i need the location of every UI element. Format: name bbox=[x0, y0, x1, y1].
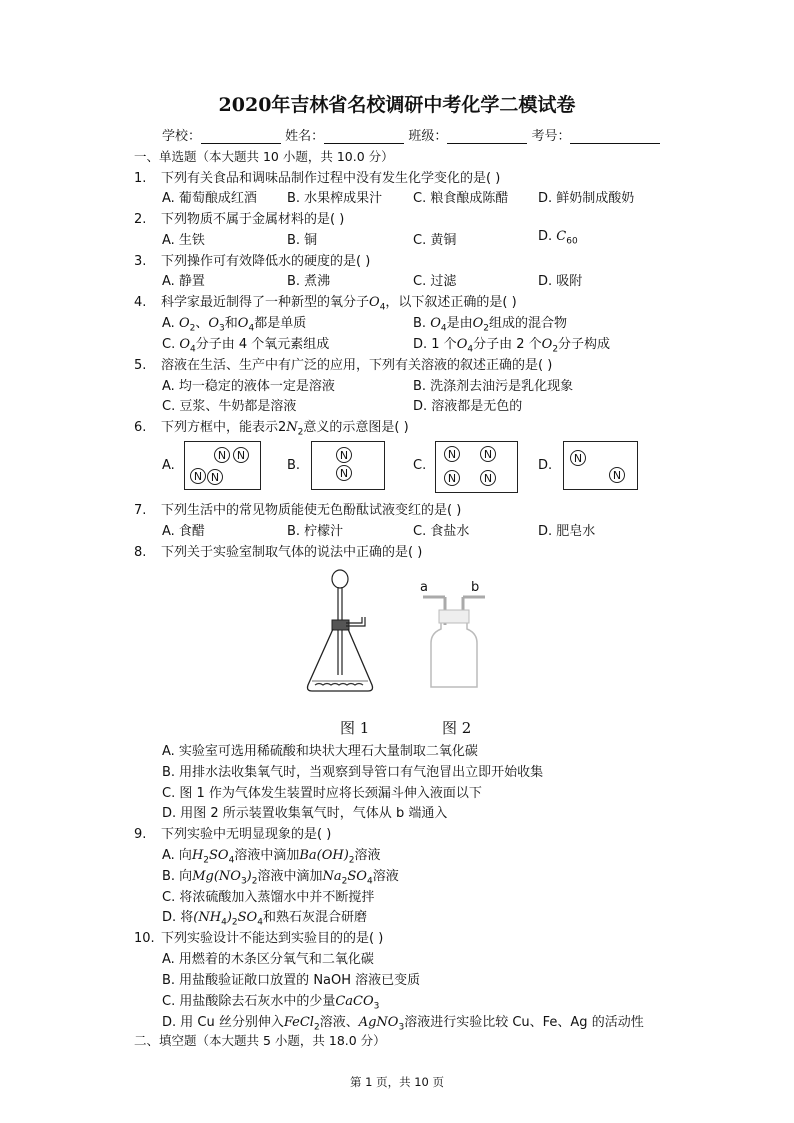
nitrogen-atom: N bbox=[480, 446, 496, 462]
q1-option-d[interactable]: D. 鲜奶制成酸奶 bbox=[538, 191, 635, 206]
nitrogen-atom: N bbox=[207, 469, 223, 485]
question-1: 1. 下列有关食品和调味品制作过程中没有发生化学变化的是( ) bbox=[134, 171, 501, 186]
name-blank[interactable] bbox=[324, 130, 404, 144]
q2-option-d[interactable]: D. $C_{60}$ bbox=[538, 229, 578, 247]
question-10: 10. 下列实验设计不能达到实验目的的是( ) bbox=[134, 931, 384, 946]
q6-option-a-diagram[interactable] bbox=[184, 441, 261, 490]
q10-option-a[interactable]: A. 用燃着的木条区分氧气和二氧化碳 bbox=[162, 952, 374, 967]
nitrogen-atom: N bbox=[233, 447, 249, 463]
port-a-label: a bbox=[420, 580, 428, 595]
q7-option-d[interactable]: D. 肥皂水 bbox=[538, 524, 596, 539]
q5-option-d[interactable]: D. 溶液都是无色的 bbox=[413, 399, 523, 414]
question-4: 4. 科学家最近制得了一种新型的氧分子$O_4$，以下叙述正确的是( ) bbox=[134, 295, 517, 313]
student-info bbox=[162, 125, 660, 144]
q8-option-b[interactable]: B. 用排水法收集氧气时，当观察到导管口有气泡冒出立即开始收集 bbox=[162, 765, 544, 780]
q10-option-d[interactable]: D. 用 Cu 丝分别伸入FeCl$_2$溶液、AgNO$_3$溶液进行实验比较 Cu、Fe、Ag 的活动性 bbox=[162, 1015, 644, 1033]
page-title: 2020年吉林省名校调研中考化学二模试卷 bbox=[218, 94, 576, 116]
q10-option-b[interactable]: B. 用盐酸验证敞口放置的 NaOH 溶液已变质 bbox=[162, 973, 421, 988]
question-9: 9. 下列实验中无明显现象的是( ) bbox=[134, 827, 332, 842]
nitrogen-atom: N bbox=[570, 450, 586, 466]
q3-option-b[interactable]: B. 煮沸 bbox=[287, 274, 331, 289]
name-label: 姓名： bbox=[285, 129, 325, 144]
q2-option-b[interactable]: B. 铜 bbox=[287, 233, 318, 248]
q5-option-b[interactable]: B. 洗涤剂去油污是乳化现象 bbox=[413, 379, 574, 394]
q9-option-a[interactable]: A. 向$H_2SO_4$溶液中滴加$Ba(OH)_2$溶液 bbox=[162, 848, 381, 866]
nitrogen-atom: N bbox=[609, 467, 625, 483]
nitrogen-atom: N bbox=[444, 470, 460, 486]
q7-option-a[interactable]: A. 食醋 bbox=[162, 524, 205, 539]
section-heading-2: 二、填空题（本大题共 5 小题，共 18.0 分） bbox=[134, 1033, 386, 1048]
nitrogen-atom: N bbox=[336, 465, 352, 481]
figure-1-flask-apparatus bbox=[300, 565, 400, 700]
nitrogen-atom: N bbox=[480, 470, 496, 486]
question-8: 8. 下列关于实验室制取气体的说法中正确的是( ) bbox=[134, 545, 423, 560]
nitrogen-atom: N bbox=[214, 447, 230, 463]
page-footer: 第 1 页，共 10 页 bbox=[349, 1075, 445, 1089]
question-2: 2. 下列物质不属于金属材料的是( ) bbox=[134, 212, 345, 227]
question-6: 6. 下列方框中，能表示$2N_2$意义的示意图是( ) bbox=[134, 420, 409, 438]
q2-option-a[interactable]: A. 生铁 bbox=[162, 233, 205, 248]
q1-option-b[interactable]: B. 水果榨成果汁 bbox=[287, 191, 383, 206]
q4-option-c[interactable]: C. $O_4$分子由 4 个氧元素组成 bbox=[162, 337, 330, 355]
q5-option-a[interactable]: A. 均一稳定的液体一定是溶液 bbox=[162, 379, 335, 394]
q8-option-d[interactable]: D. 用图 2 所示装置收集氧气时，气体从 b 端通入 bbox=[162, 806, 448, 821]
exam-no-label: 考号： bbox=[531, 129, 571, 144]
question-5: 5. 溶液在生活、生产中有广泛的应用，下列有关溶液的叙述正确的是( ) bbox=[134, 358, 553, 373]
q8-option-a[interactable]: A. 实验室可选用稀硫酸和块状大理石大量制取二氧化碳 bbox=[162, 744, 478, 759]
q8-option-c[interactable]: C. 图 1 作为气体发生装置时应将长颈漏斗伸入液面以下 bbox=[162, 786, 482, 801]
q1-option-a[interactable]: A. 葡萄酿成红酒 bbox=[162, 191, 257, 206]
q6-option-d-label[interactable]: D. bbox=[538, 458, 553, 473]
q6-option-b-label[interactable]: B. bbox=[287, 458, 301, 473]
figure-2-caption: 图 2 bbox=[442, 719, 472, 737]
q6-option-c-label[interactable]: C. bbox=[413, 458, 427, 473]
nitrogen-atom: N bbox=[336, 447, 352, 463]
q7-option-b[interactable]: B. 柠檬汁 bbox=[287, 524, 344, 539]
q2-option-c[interactable]: C. 黄铜 bbox=[413, 233, 457, 248]
figure-2-gas-bottle bbox=[405, 575, 495, 695]
school-label: 学校： bbox=[162, 129, 202, 144]
q3-option-a[interactable]: A. 静置 bbox=[162, 274, 205, 289]
question-7: 7. 下列生活中的常见物质能使无色酚酞试液变红的是( ) bbox=[134, 503, 462, 518]
nitrogen-atom: N bbox=[190, 468, 206, 484]
nitrogen-atom: N bbox=[444, 446, 460, 462]
school-blank[interactable] bbox=[201, 130, 281, 144]
q4-option-d[interactable]: D. 1 个$O_4$分子由 2 个$O_2$分子构成 bbox=[413, 337, 611, 355]
class-label: 班级： bbox=[408, 129, 448, 144]
q9-option-c[interactable]: C. 将浓硫酸加入蒸馏水中并不断搅拌 bbox=[162, 890, 375, 905]
q6-option-d-diagram[interactable] bbox=[563, 441, 638, 490]
exam-no-blank[interactable] bbox=[570, 130, 660, 144]
q6-option-a-label[interactable]: A. bbox=[162, 458, 175, 473]
q4-option-b[interactable]: B. $O_4$是由$O_2$组成的混合物 bbox=[413, 316, 568, 334]
q10-option-c[interactable]: C. 用盐酸除去石灰水中的少量CaCO$_3$ bbox=[162, 994, 380, 1012]
q7-option-c[interactable]: C. 食盐水 bbox=[413, 524, 470, 539]
port-b-label: b bbox=[471, 580, 480, 595]
q4-option-a[interactable]: A. $O_2$、$O_3$和$O_4$都是单质 bbox=[162, 316, 307, 334]
section-heading-1: 一、单选题（本大题共 10 小题，共 10.0 分） bbox=[134, 149, 394, 164]
q5-option-c[interactable]: C. 豆浆、牛奶都是溶液 bbox=[162, 399, 297, 414]
q3-option-d[interactable]: D. 吸附 bbox=[538, 274, 583, 289]
figure-1-caption: 图 1 bbox=[340, 719, 370, 737]
q3-option-c[interactable]: C. 过滤 bbox=[413, 274, 457, 289]
question-3: 3. 下列操作可有效降低水的硬度的是( ) bbox=[134, 254, 371, 269]
class-blank[interactable] bbox=[447, 130, 527, 144]
q9-option-b[interactable]: B. 向$Mg(NO_3)_2$溶液中滴加$Na_2SO_4$溶液 bbox=[162, 869, 399, 887]
q6-option-c-diagram[interactable] bbox=[435, 441, 518, 493]
q6-option-b-diagram[interactable] bbox=[311, 441, 385, 490]
q9-option-d[interactable]: D. 将$(NH_4)_2SO_4$和熟石灰混合研磨 bbox=[162, 910, 367, 928]
q1-option-c[interactable]: C. 粮食酿成陈醋 bbox=[413, 191, 509, 206]
